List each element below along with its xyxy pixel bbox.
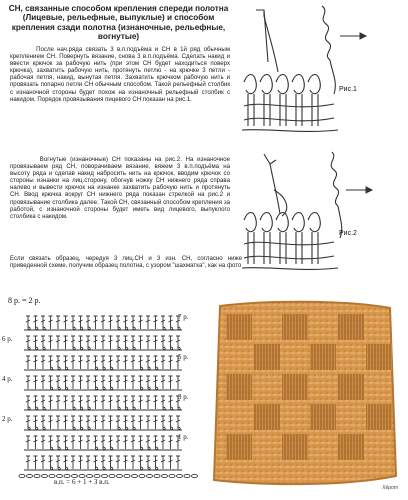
chart-stitch-symbol [86, 376, 90, 389]
figure-1-illustration [234, 2, 404, 142]
chart-stitch-symbol [161, 456, 165, 469]
chart-stitch-symbol [41, 436, 45, 449]
chart-stitch-symbol [124, 456, 128, 469]
chart-stitch-symbol [161, 356, 165, 369]
chart-stitch-symbol [139, 336, 143, 349]
instructions-paragraph-3: Если связать образец, чередуя 3 лиц.СН и 3 изн. СН, согласно ниже приведенной схеме, получим образец полотна, с узором "шахматка", как на фото [10, 255, 244, 270]
chart-stitch-symbol [116, 456, 120, 469]
chart-stitch-symbol [71, 356, 75, 369]
chart-stitch-symbol [176, 376, 180, 389]
chart-stitch-symbol [71, 436, 75, 449]
chart-chain-stitch [124, 474, 130, 477]
chart-stitch-symbol [169, 376, 173, 389]
chart-stitch-symbol [94, 316, 98, 329]
chart-top-label: 8 р. = 2 р. [8, 296, 41, 305]
chart-stitch-symbol [79, 436, 83, 449]
figure-1-label: Рис.1 [339, 86, 357, 93]
chart-chain-stitch [147, 474, 153, 477]
chart-stitch-symbol [79, 456, 83, 469]
chart-stitch-symbol [101, 396, 105, 409]
chart-stitch-symbol [64, 416, 68, 429]
page-title: СН, связанные способом крепления спереди полотна (Лицевые, рельефные, выпуклые) и способом крепления сзади полотна (изнаночные, рельефные, вогнутые) [8, 4, 229, 42]
chart-stitch-symbol [26, 356, 30, 369]
chart-stitch-symbol [109, 416, 113, 429]
chart-stitch-symbol [109, 396, 113, 409]
figure-2-illustration [234, 150, 404, 280]
chart-chain-stitch [34, 474, 40, 477]
chart-stitch-symbol [71, 456, 75, 469]
chart-stitch-symbol [154, 316, 158, 329]
chart-stitch-symbol [71, 376, 75, 389]
chart-stitch-symbol [131, 356, 135, 369]
chart-stitch-symbol [64, 336, 68, 349]
chart-stitch-symbol [56, 396, 60, 409]
chart-stitch-symbol [26, 436, 30, 449]
swatch-relief-block [310, 344, 336, 370]
chart-stitch-symbol [49, 316, 53, 329]
chart-stitch-symbol [49, 396, 53, 409]
chart-left-label-2: 2 р. [2, 415, 13, 423]
chart-chain-stitch [169, 474, 175, 477]
swatch-relief-block [282, 434, 308, 460]
chart-stitch-symbol [131, 456, 135, 469]
chart-chain-stitch [184, 474, 190, 477]
chart-stitch-symbol [169, 356, 173, 369]
swatch-relief-block [226, 374, 252, 400]
chart-stitch-symbol [146, 396, 150, 409]
photo-caption: Хёрот [382, 485, 398, 491]
chart-chain-stitch [19, 474, 25, 477]
chart-stitch-symbol [139, 316, 143, 329]
figure-2-label: Рис.2 [339, 230, 357, 237]
chart-chain-stitch [132, 474, 138, 477]
swatch-photo [206, 296, 402, 492]
chart-stitch-symbol [146, 416, 150, 429]
swatch-relief-block [338, 314, 364, 340]
chart-stitch-symbol [109, 336, 113, 349]
chart-chain-stitch [177, 474, 183, 477]
chart-stitch-symbol [79, 376, 83, 389]
chart-left-label-4: 4 р. [2, 375, 13, 383]
swatch-relief-block [338, 434, 364, 460]
chart-stitch-symbol [124, 436, 128, 449]
chart-stitch-symbol [79, 356, 83, 369]
chart-chain-stitch [192, 474, 198, 477]
chart-chain-stitch [117, 474, 123, 477]
chart-stitch-symbol [34, 436, 38, 449]
swatch-relief-block [282, 374, 308, 400]
instructions-paragraph-1: После нач.ряда связать 3 в.п.подъёма и СН в 1й ряд обычным креплением СН. Повернуть вязание, снова 3 в.п.подъёма. Сделать накид и ввести крючок за рабочую нить (при этом СН будет находиться поверх крючка), захватить рабочую нить, протянуть петлю - на крючке 3 петли - рабочая петля, накид, вынутая петля. Захватить крючком рабочую нить и провязать попарно петли СН обычным способом. Такой рельефный столбик с изнаночной стороны будет похож на изнаночный рельефный столбик с накидом. Порядок провязывания пицевого СН показан на рис.1. [10, 46, 232, 103]
chart-chain-stitch [27, 474, 33, 477]
chart-stitch-symbol [56, 336, 60, 349]
chart-stitch-symbol [86, 356, 90, 369]
chart-right-label-1: 1 р. [178, 433, 189, 441]
chart-right-label-3: 3 р. [178, 393, 189, 401]
chart-stitch-symbol [146, 316, 150, 329]
chart-stitch-symbol [116, 376, 120, 389]
chart-stitch-symbol [154, 396, 158, 409]
swatch-relief-block [366, 404, 392, 430]
chart-stitch-symbol [94, 396, 98, 409]
chart-stitch-symbol [56, 316, 60, 329]
crochet-symbol-chart [8, 306, 198, 486]
swatch-relief-block [282, 314, 308, 340]
chart-stitch-symbol [49, 336, 53, 349]
chart-stitch-symbol [161, 376, 165, 389]
chart-stitch-symbol [131, 436, 135, 449]
chart-stitch-symbol [49, 416, 53, 429]
chart-stitch-symbol [161, 436, 165, 449]
chart-stitch-symbol [101, 316, 105, 329]
chart-stitch-symbol [41, 356, 45, 369]
chart-stitch-symbol [34, 456, 38, 469]
chart-right-label-5: 5 р. [178, 353, 189, 361]
chart-stitch-symbol [169, 436, 173, 449]
chart-chain-stitch [162, 474, 168, 477]
chart-stitch-symbol [101, 336, 105, 349]
chart-stitch-symbol [116, 356, 120, 369]
chart-bottom-label: в.п. = 6 + 1 + 3 в.п. [54, 478, 110, 486]
chart-stitch-symbol [146, 336, 150, 349]
swatch-relief-block [254, 344, 280, 370]
chart-chain-stitch [139, 474, 145, 477]
chart-stitch-symbol [64, 316, 68, 329]
chart-stitch-symbol [154, 416, 158, 429]
chart-stitch-symbol [154, 336, 158, 349]
chart-stitch-symbol [139, 416, 143, 429]
chart-stitch-symbol [41, 376, 45, 389]
chart-stitch-symbol [131, 376, 135, 389]
chart-stitch-symbol [109, 316, 113, 329]
chart-stitch-symbol [139, 396, 143, 409]
chart-stitch-symbol [169, 456, 173, 469]
instructions-paragraph-2: Вогнутые (изнаночные) СН показаны на рис.2. На изнаночное провязываем ряд СН, поворачиваем вязание, вяжем 3 в.п.подъёма на высоту ряда и сделав накид набросить нить на крючок, вводим крючок со стороны изнанки на лиц.сторону, обогнув ножку СН нижнего ряда справа налево и вывести крючок на изнанке захватить рабочую нить и протянуть СН. Ввод крючка вокруг СН нижнего ряда показан стрелкой на рис.2 и провязывание столбика далее. Такой СН, связанный способом крепления за работой, с изнаночной стороны будет иметь вид лицевого, выпуклого столбика с накидом. [10, 156, 232, 220]
chart-stitch-symbol [124, 356, 128, 369]
swatch-relief-block [310, 404, 336, 430]
chart-stitch-symbol [26, 376, 30, 389]
chart-stitch-symbol [34, 376, 38, 389]
chart-stitch-symbol [86, 436, 90, 449]
chart-stitch-symbol [26, 456, 30, 469]
chart-chain-stitch [154, 474, 160, 477]
swatch-relief-block [366, 344, 392, 370]
swatch-relief-block [254, 404, 280, 430]
chart-stitch-symbol [41, 456, 45, 469]
swatch-relief-block [338, 374, 364, 400]
chart-stitch-symbol [34, 356, 38, 369]
chart-right-label-7: 7 р. [178, 313, 189, 321]
chart-stitch-symbol [176, 456, 180, 469]
swatch-relief-block [226, 314, 252, 340]
swatch-relief-block [226, 434, 252, 460]
chart-stitch-symbol [64, 396, 68, 409]
chart-stitch-symbol [116, 436, 120, 449]
chart-left-label-6: 6 р. [2, 335, 13, 343]
chart-stitch-symbol [94, 336, 98, 349]
chart-stitch-symbol [86, 456, 90, 469]
chart-stitch-symbol [94, 416, 98, 429]
chart-chain-stitch [42, 474, 48, 477]
chart-stitch-symbol [56, 416, 60, 429]
chart-stitch-symbol [101, 416, 105, 429]
chart-stitch-symbol [124, 376, 128, 389]
